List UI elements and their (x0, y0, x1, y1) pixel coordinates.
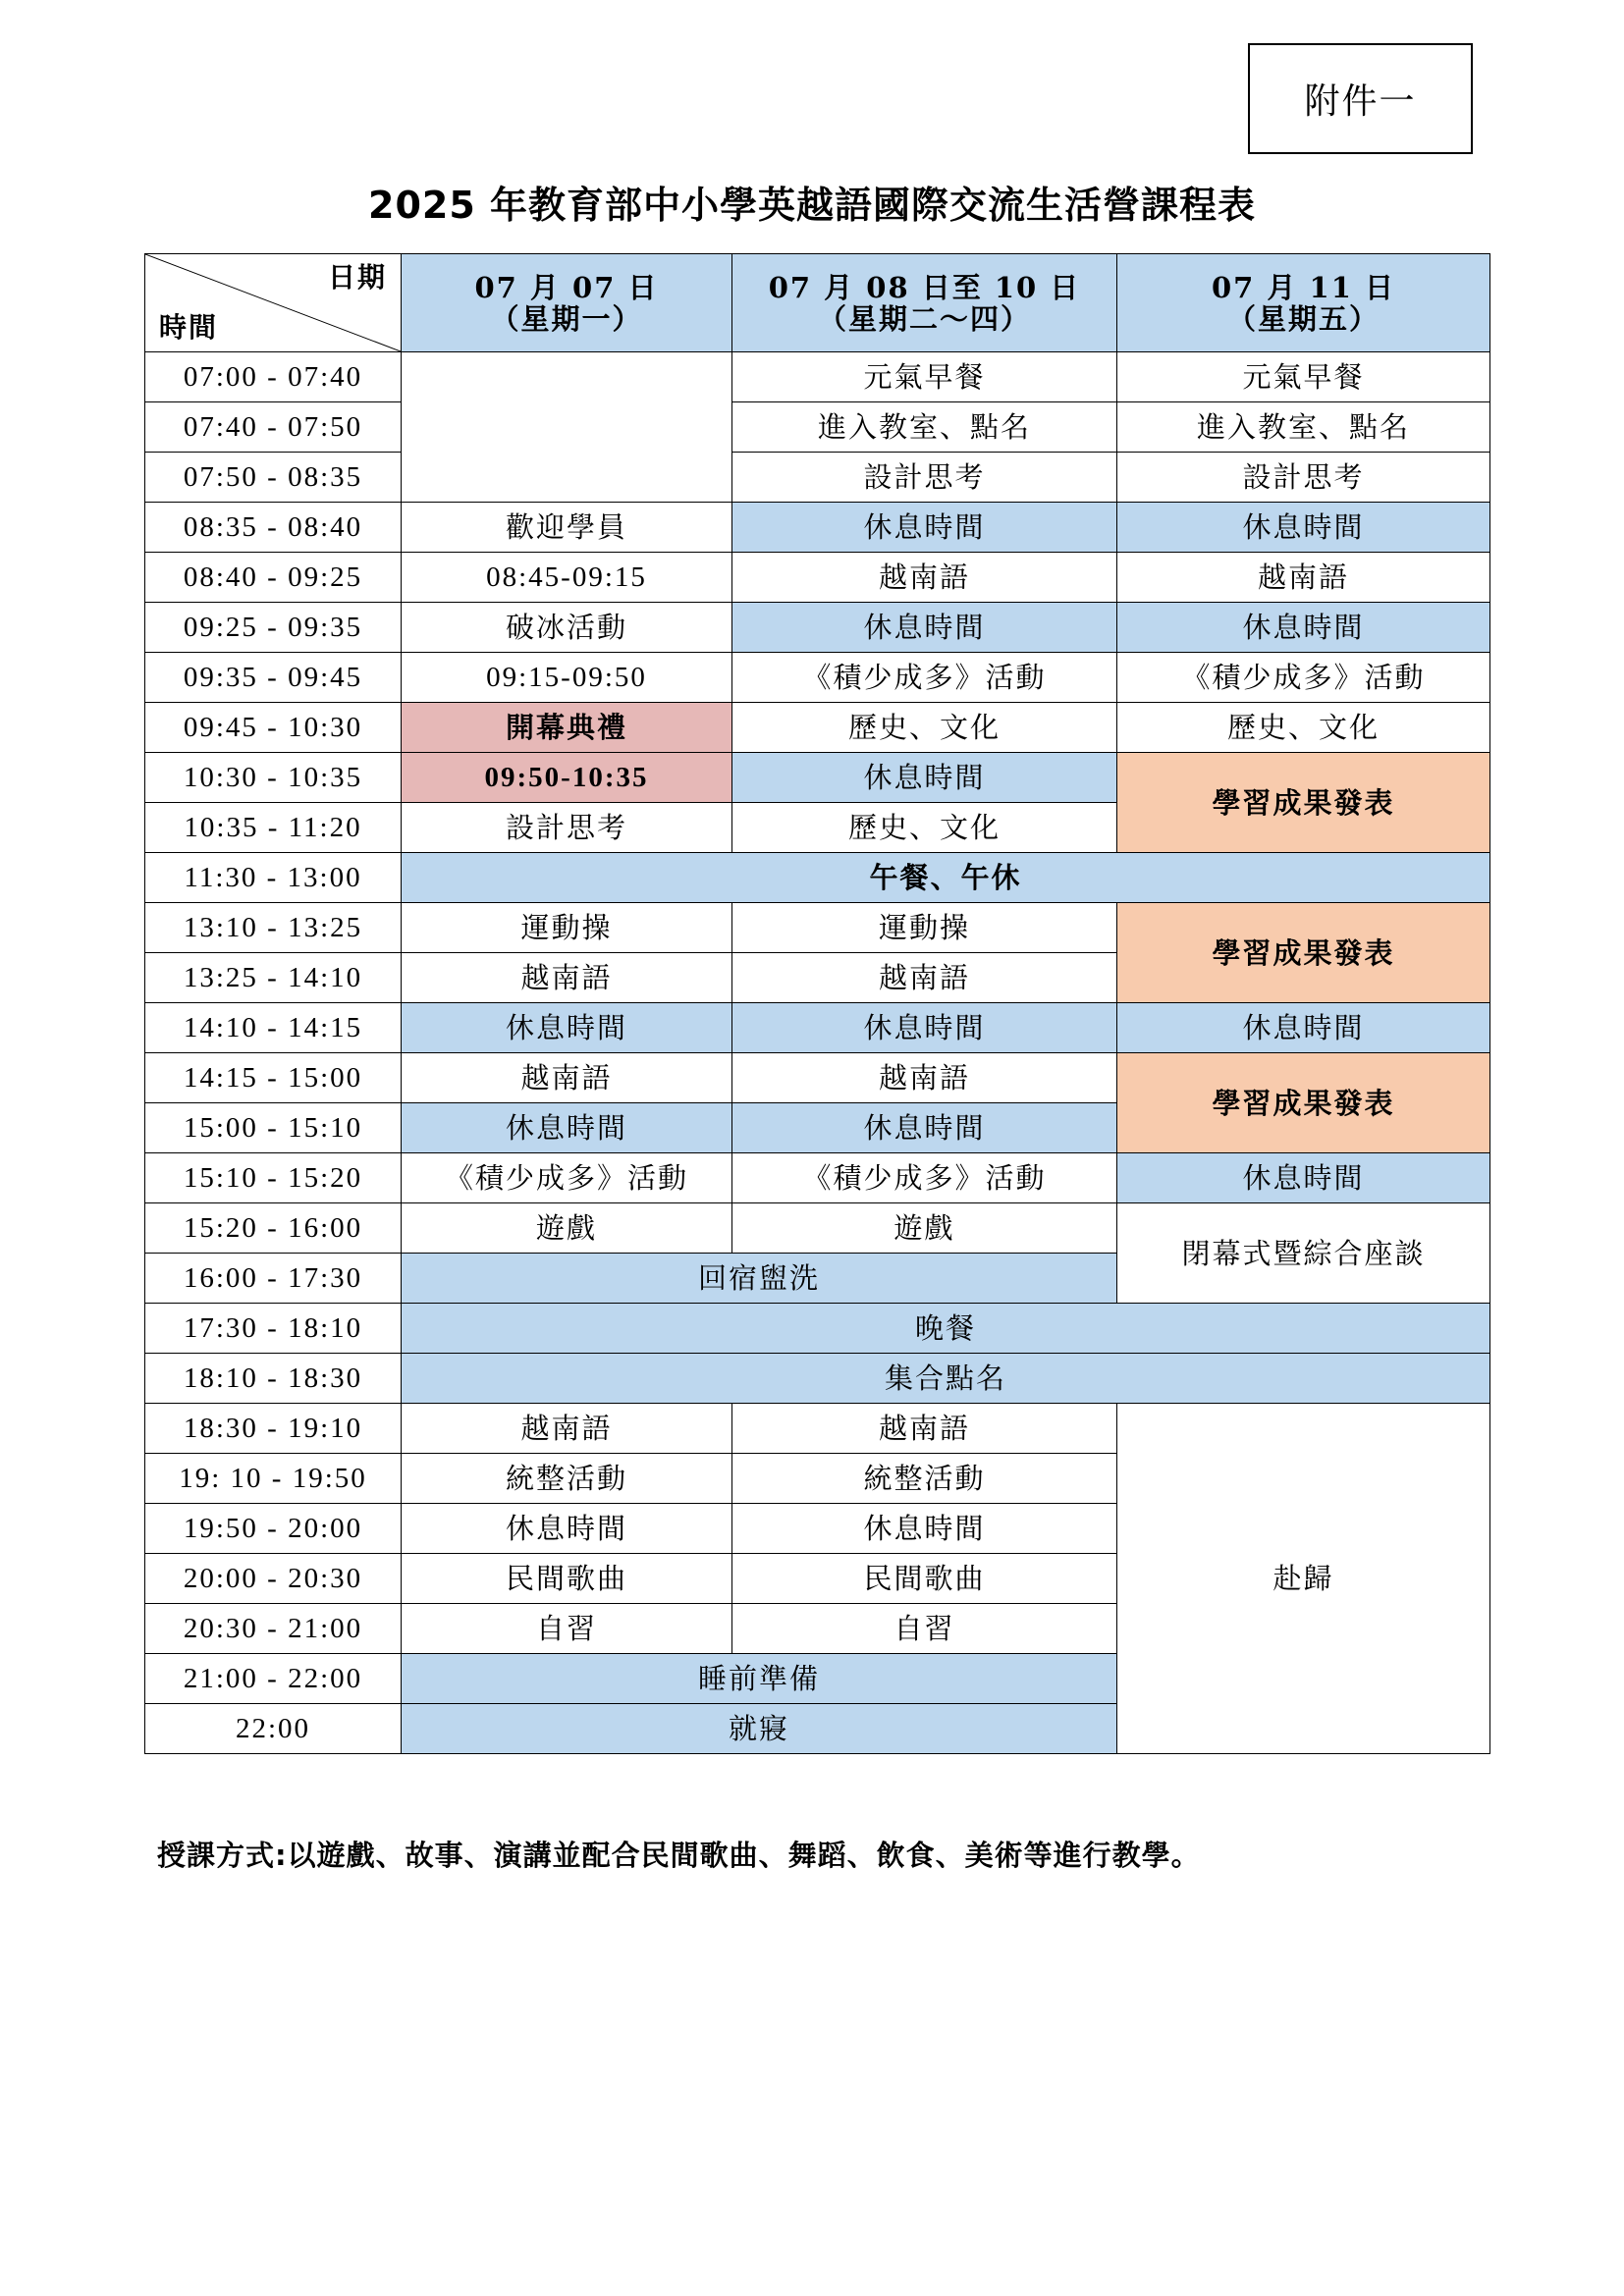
schedule-cell: 休息時間 (732, 1504, 1117, 1554)
schedule-cell: 08:45-09:15 (402, 553, 732, 603)
time-cell: 14:10 - 14:15 (145, 1003, 402, 1053)
schedule-cell: 越南語 (732, 953, 1117, 1003)
time-cell: 13:10 - 13:25 (145, 903, 402, 953)
teaching-method-note: 授課方式:以遊戲、故事、演講並配合民間歌曲、舞蹈、飲食、美術等進行教學。 (157, 1839, 1201, 1872)
schedule-cell: 就寢 (402, 1704, 1117, 1754)
table-row (145, 352, 1490, 402)
schedule-cell: 統整活動 (732, 1454, 1117, 1504)
schedule-cell: 學習成果發表 (1117, 1053, 1490, 1153)
table-row (145, 453, 1490, 503)
annex-label: 附件一 (1248, 43, 1473, 154)
day1-date: 07 月 07 日 (474, 270, 659, 304)
schedule-cell: 越南語 (402, 1053, 732, 1103)
table-row (145, 1153, 1490, 1203)
schedule-cell: 歷史、文化 (732, 803, 1117, 853)
schedule-cell: 越南語 (1117, 553, 1490, 603)
table-row (145, 1003, 1490, 1053)
schedule-cell: 歷史、文化 (732, 703, 1117, 753)
time-cell: 16:00 - 17:30 (145, 1254, 402, 1304)
time-label: 時間 (159, 311, 219, 344)
time-cell: 11:30 - 13:00 (145, 853, 402, 903)
schedule-cell: 《積少成多》活動 (1117, 653, 1490, 703)
schedule-cell: 進入教室、點名 (732, 402, 1117, 453)
schedule-cell: 自習 (402, 1604, 732, 1654)
table-row (145, 1203, 1490, 1254)
table-row (145, 1404, 1490, 1454)
schedule-cell: 民間歌曲 (732, 1554, 1117, 1604)
schedule-cell: 遊戲 (402, 1203, 732, 1254)
day3-header (1117, 254, 1490, 352)
schedule-cell: 民間歌曲 (402, 1554, 732, 1604)
time-cell: 13:25 - 14:10 (145, 953, 402, 1003)
time-cell: 18:10 - 18:30 (145, 1354, 402, 1404)
schedule-cell: 越南語 (402, 953, 732, 1003)
schedule-cell: 晚餐 (402, 1304, 1490, 1354)
schedule-cell: 09:50-10:35 (402, 753, 732, 803)
schedule-table (144, 253, 1490, 1754)
day1-weekday: （星期一） (490, 301, 643, 336)
schedule-cell: 休息時間 (732, 503, 1117, 553)
schedule-cell: 休息時間 (1117, 503, 1490, 553)
time-cell: 08:35 - 08:40 (145, 503, 402, 553)
schedule-cell: 09:15-09:50 (402, 653, 732, 703)
time-cell: 21:00 - 22:00 (145, 1654, 402, 1704)
schedule-cell: 休息時間 (402, 1103, 732, 1153)
schedule-cell: 回宿盥洗 (402, 1254, 1117, 1304)
schedule-cell: 休息時間 (732, 753, 1117, 803)
schedule-cell: 進入教室、點名 (1117, 402, 1490, 453)
schedule-cell: 越南語 (732, 553, 1117, 603)
schedule-cell: 午餐、午休 (402, 853, 1490, 903)
schedule-cell: 歷史、文化 (1117, 703, 1490, 753)
table-row (145, 753, 1490, 803)
header-row (145, 254, 1490, 352)
table-row (145, 703, 1490, 753)
time-cell: 08:40 - 09:25 (145, 553, 402, 603)
schedule-cell: 越南語 (402, 1404, 732, 1454)
schedule-cell: 設計思考 (402, 803, 732, 853)
time-cell: 15:00 - 15:10 (145, 1103, 402, 1153)
schedule-cell: 統整活動 (402, 1454, 732, 1504)
schedule-cell: 元氣早餐 (732, 352, 1117, 402)
schedule-cell: 《積少成多》活動 (732, 653, 1117, 703)
schedule-cell: 遊戲 (732, 1203, 1117, 1254)
schedule-cell: 運動操 (732, 903, 1117, 953)
schedule-cell: 歡迎學員 (402, 503, 732, 553)
table-row (145, 603, 1490, 653)
time-cell: 07:40 - 07:50 (145, 402, 402, 453)
time-cell: 07:50 - 08:35 (145, 453, 402, 503)
schedule-cell: 睡前準備 (402, 1654, 1117, 1704)
page-title: 2025 年教育部中小學英越語國際交流生活營課程表 (368, 184, 1256, 227)
corner-cell (145, 254, 402, 352)
time-cell: 22:00 (145, 1704, 402, 1754)
schedule-cell: 《積少成多》活動 (732, 1153, 1117, 1203)
schedule-cell: 休息時間 (732, 1103, 1117, 1153)
table-row (145, 402, 1490, 453)
table-row (145, 903, 1490, 953)
schedule-cell: 赴歸 (1117, 1404, 1490, 1754)
schedule-cell: 開幕典禮 (402, 703, 732, 753)
day1-header (402, 254, 732, 352)
table-row (145, 553, 1490, 603)
table-row (145, 853, 1490, 903)
time-cell: 10:30 - 10:35 (145, 753, 402, 803)
schedule-cell: 《積少成多》活動 (402, 1153, 732, 1203)
time-cell: 20:00 - 20:30 (145, 1554, 402, 1604)
day3-weekday: （星期五） (1226, 301, 1380, 336)
schedule-cell: 學習成果發表 (1117, 903, 1490, 1003)
time-cell: 20:30 - 21:00 (145, 1604, 402, 1654)
day2-weekday: （星期二～四） (817, 301, 1031, 336)
time-cell: 10:35 - 11:20 (145, 803, 402, 853)
time-cell: 17:30 - 18:10 (145, 1304, 402, 1354)
schedule-cell: 休息時間 (402, 1504, 732, 1554)
table-row (145, 1304, 1490, 1354)
schedule-cell: 學習成果發表 (1117, 753, 1490, 853)
day3-date: 07 月 11 日 (1211, 270, 1395, 304)
schedule-cell: 休息時間 (732, 1003, 1117, 1053)
schedule-cell: 集合點名 (402, 1354, 1490, 1404)
date-label: 日期 (327, 261, 387, 294)
schedule-cell: 破冰活動 (402, 603, 732, 653)
schedule-cell: 自習 (732, 1604, 1117, 1654)
schedule-cell: 設計思考 (732, 453, 1117, 503)
time-cell: 18:30 - 19:10 (145, 1404, 402, 1454)
time-cell: 19:50 - 20:00 (145, 1504, 402, 1554)
time-cell: 14:15 - 15:00 (145, 1053, 402, 1103)
schedule-cell: 越南語 (732, 1404, 1117, 1454)
time-cell: 09:45 - 10:30 (145, 703, 402, 753)
time-cell: 19: 10 - 19:50 (145, 1454, 402, 1504)
schedule-cell: 設計思考 (1117, 453, 1490, 503)
day2-header (732, 254, 1117, 352)
day2-date: 07 月 08 日至 10 日 (768, 270, 1081, 304)
table-row (145, 503, 1490, 553)
time-cell: 15:10 - 15:20 (145, 1153, 402, 1203)
schedule-cell: 休息時間 (402, 1003, 732, 1053)
table-row (145, 1053, 1490, 1103)
schedule-cell: 休息時間 (1117, 1003, 1490, 1053)
schedule-cell: 休息時間 (1117, 603, 1490, 653)
schedule-cell: 運動操 (402, 903, 732, 953)
time-cell: 07:00 - 07:40 (145, 352, 402, 402)
time-cell: 09:35 - 09:45 (145, 653, 402, 703)
schedule-cell: 元氣早餐 (1117, 352, 1490, 402)
schedule-cell: 閉幕式暨綜合座談 (1117, 1203, 1490, 1304)
schedule-cell: 休息時間 (732, 603, 1117, 653)
schedule-cell: 越南語 (732, 1053, 1117, 1103)
table-row (145, 1354, 1490, 1404)
schedule-cell: 休息時間 (1117, 1153, 1490, 1203)
time-cell: 09:25 - 09:35 (145, 603, 402, 653)
table-row (145, 653, 1490, 703)
time-cell: 15:20 - 16:00 (145, 1203, 402, 1254)
empty-cell (402, 352, 732, 503)
